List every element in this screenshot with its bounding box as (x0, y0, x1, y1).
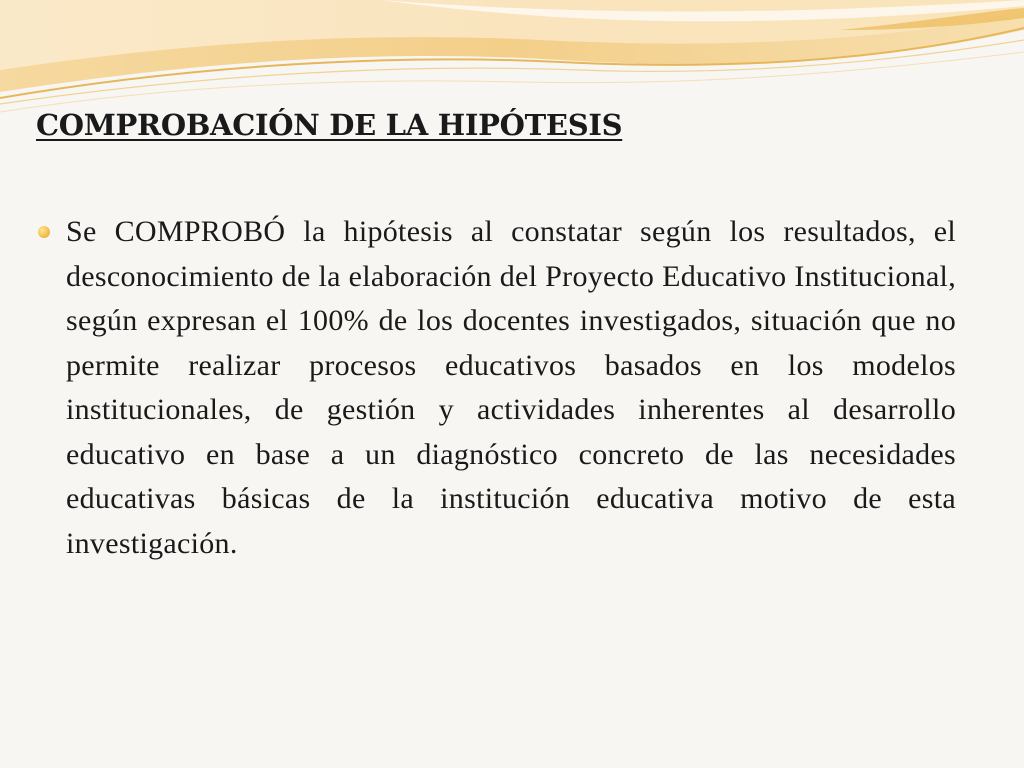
bullet-text: Se COMPROBÓ la hipótesis al constatar según los resultados, el desconocimiento de la elaboración del Proyecto Educativo Institucional, según expresan el 100% de los docentes investigados, situación que no permite realizar procesos educativos basados en los modelos institucionales, de gestión y actividades inherentes al desarrollo educativo en base a un diagnóstico concreto de las necesidades educativas básicas de la institución educativa motivo de esta investigación. (66, 215, 956, 560)
bullet-item (34, 210, 956, 566)
slide-title: COMPROBACIÓN DE LA HIPÓTESIS (36, 108, 623, 142)
bullet-list (34, 210, 956, 566)
bullet-dot-icon (38, 226, 50, 238)
